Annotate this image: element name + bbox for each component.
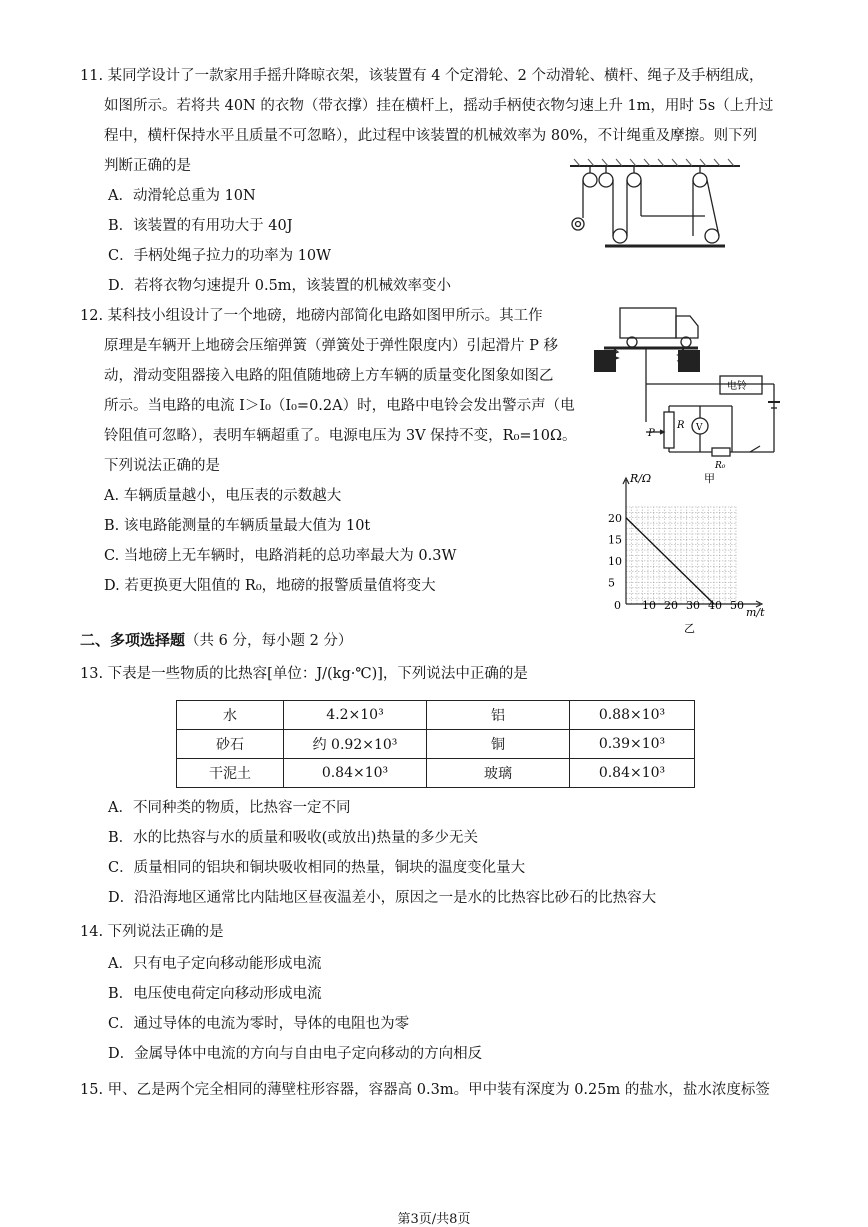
q12-line-3: 动，滑动变阻器接入电路的阻值随地磅上方车辆的质量变化图象如图乙 bbox=[104, 368, 554, 384]
q11-line-3: 程中，横杆保持水平且质量不可忽略），此过程中该装置的机械效率为 80%，不计绳重及摩擦。则下列 bbox=[104, 128, 758, 144]
bell-label: 电铃 bbox=[727, 381, 747, 392]
graph-xlabel: m/t bbox=[746, 606, 765, 619]
table-cell: 干泥土 bbox=[177, 759, 284, 788]
q13-stem: 13. 下表是一些物质的比热容[单位：J/(kg·℃)]，下列说法中正确的是 bbox=[80, 666, 528, 682]
table-row bbox=[177, 730, 695, 759]
q12-option-c: C. 当地磅上无车辆时，电路消耗的总功率最大为 0.3W bbox=[104, 548, 457, 564]
table-cell: 4.2×10³ bbox=[284, 701, 427, 730]
graph-caption: 乙 bbox=[684, 622, 695, 635]
slider-p-label: P bbox=[648, 428, 655, 439]
q12-line-5: 铃阻值可忽略），表明车辆超重了。电源电压为 3V 保持不变，R₀=10Ω。 bbox=[104, 428, 577, 444]
q12-line-1: 12. 某科技小组设计了一个地磅，地磅内部简化电路如图甲所示。其工作 bbox=[80, 308, 543, 324]
q11-option-b: B．该装置的有用功大于 40J bbox=[108, 218, 293, 234]
q12-line-6: 下列说法正确的是 bbox=[104, 458, 220, 474]
circuit-diagram bbox=[590, 302, 790, 488]
q15-stem: 15. 甲、乙是两个完全相同的薄壁柱形容器，容器高 0.3m。甲中装有深度为 0.25m 的盐水，盐水浓度标签 bbox=[80, 1082, 770, 1098]
voltmeter-label: V bbox=[696, 423, 703, 433]
y-tick-label: 15 bbox=[608, 533, 622, 547]
q14-option-b: B．电压使电荷定向移动形成电流 bbox=[108, 986, 322, 1002]
q14-stem: 14. 下列说法正确的是 bbox=[80, 924, 224, 940]
q12-line-2: 原理是车辆开上地磅会压缩弹簧（弹簧处于弹性限度内）引起滑片 P 移 bbox=[104, 338, 558, 354]
section-2-note: （共 6 分，每小题 2 分） bbox=[185, 633, 353, 649]
q13-option-d: D．沿沿海地区通常比内陆地区昼夜温差小，原因之一是水的比热容比砂石的比热容大 bbox=[108, 890, 657, 906]
truck-icon bbox=[620, 308, 676, 338]
q13-option-a: A．不同种类的物质，比热容一定不同 bbox=[108, 800, 351, 816]
page-number: 第3页/共8页 bbox=[397, 1212, 471, 1227]
section-2-title: 二、多项选择题 bbox=[80, 631, 186, 649]
q14-option-a: A．只有电子定向移动能形成电流 bbox=[108, 956, 322, 972]
q12-option-a: A. 车辆质量越小，电压表的示数越大 bbox=[104, 488, 342, 504]
table-row bbox=[177, 759, 695, 788]
q11-option-a: A．动滑轮总重为 10N bbox=[108, 188, 256, 204]
x-tick-label: 50 bbox=[730, 599, 744, 612]
pulley-figure bbox=[560, 156, 745, 256]
r0-label: R₀ bbox=[715, 461, 726, 471]
x-tick-label: 10 bbox=[642, 599, 656, 612]
table-cell: 铝 bbox=[427, 701, 570, 730]
q11-line-2: 如图所示。若将共 40N 的衣物（带衣撑）挂在横杆上，摇动手柄使衣物匀速上升 1m，用时 5s（上升过 bbox=[104, 98, 774, 114]
resistance-mass-graph bbox=[598, 466, 778, 636]
circuit-caption: 甲 bbox=[704, 472, 715, 485]
specific-heat-table bbox=[176, 700, 695, 788]
x-tick-label: 20 bbox=[664, 599, 678, 612]
section-2-heading bbox=[80, 630, 352, 651]
y-tick-label: 10 bbox=[608, 554, 622, 568]
table-cell: 0.88×10³ bbox=[570, 701, 695, 730]
table-cell: 0.84×10³ bbox=[570, 759, 695, 788]
resistor-r-label: R bbox=[677, 420, 685, 431]
x-tick-label: 0 bbox=[614, 599, 621, 612]
table-cell: 砂石 bbox=[177, 730, 284, 759]
q13-option-c: C．质量相同的铝块和铜块吸收相同的热量，铜块的温度变化量大 bbox=[108, 860, 526, 876]
y-tick-label: 5 bbox=[608, 576, 615, 590]
y-tick-label: 20 bbox=[608, 511, 622, 525]
table-cell: 约 0.92×10³ bbox=[284, 730, 427, 759]
q11-option-d: D．若将衣物匀速提升 0.5m，该装置的机械效率变小 bbox=[108, 278, 452, 294]
table-cell: 0.39×10³ bbox=[570, 730, 695, 759]
table-row bbox=[177, 701, 695, 730]
table-cell: 铜 bbox=[427, 730, 570, 759]
x-tick-label: 40 bbox=[708, 599, 722, 612]
graph-ylabel: R/Ω bbox=[630, 472, 652, 485]
q12-option-d: D. 若更换更大阻值的 R₀，地磅的报警质量值将变大 bbox=[104, 578, 436, 594]
q11-line-1: 11. 某同学设计了一款家用手摇升降晾衣架，该装置有 4 个定滑轮、2 个动滑轮、横杆、绳子及手柄组成， bbox=[80, 68, 764, 84]
table-cell: 水 bbox=[177, 701, 284, 730]
q14-option-c: C．通过导体的电流为零时，导体的电阻也为零 bbox=[108, 1016, 410, 1032]
q11-line-4: 判断正确的是 bbox=[104, 158, 191, 174]
q14-option-d: D．金属导体中电流的方向与自由电子定向移动的方向相反 bbox=[108, 1046, 483, 1062]
q12-line-4: 所示。当电路的电流 I＞I₀（I₀=0.2A）时，电路中电铃会发出警示声（电 bbox=[104, 398, 575, 414]
x-tick-label: 30 bbox=[686, 599, 700, 612]
q11-option-c: C．手柄处绳子拉力的功率为 10W bbox=[108, 248, 332, 264]
table-cell: 0.84×10³ bbox=[284, 759, 427, 788]
q12-option-b: B. 该电路能测量的车辆质量最大值为 10t bbox=[104, 518, 371, 534]
q13-option-b: B．水的比热容与水的质量和吸收(或放出)热量的多少无关 bbox=[108, 830, 478, 846]
table-cell: 玻璃 bbox=[427, 759, 570, 788]
